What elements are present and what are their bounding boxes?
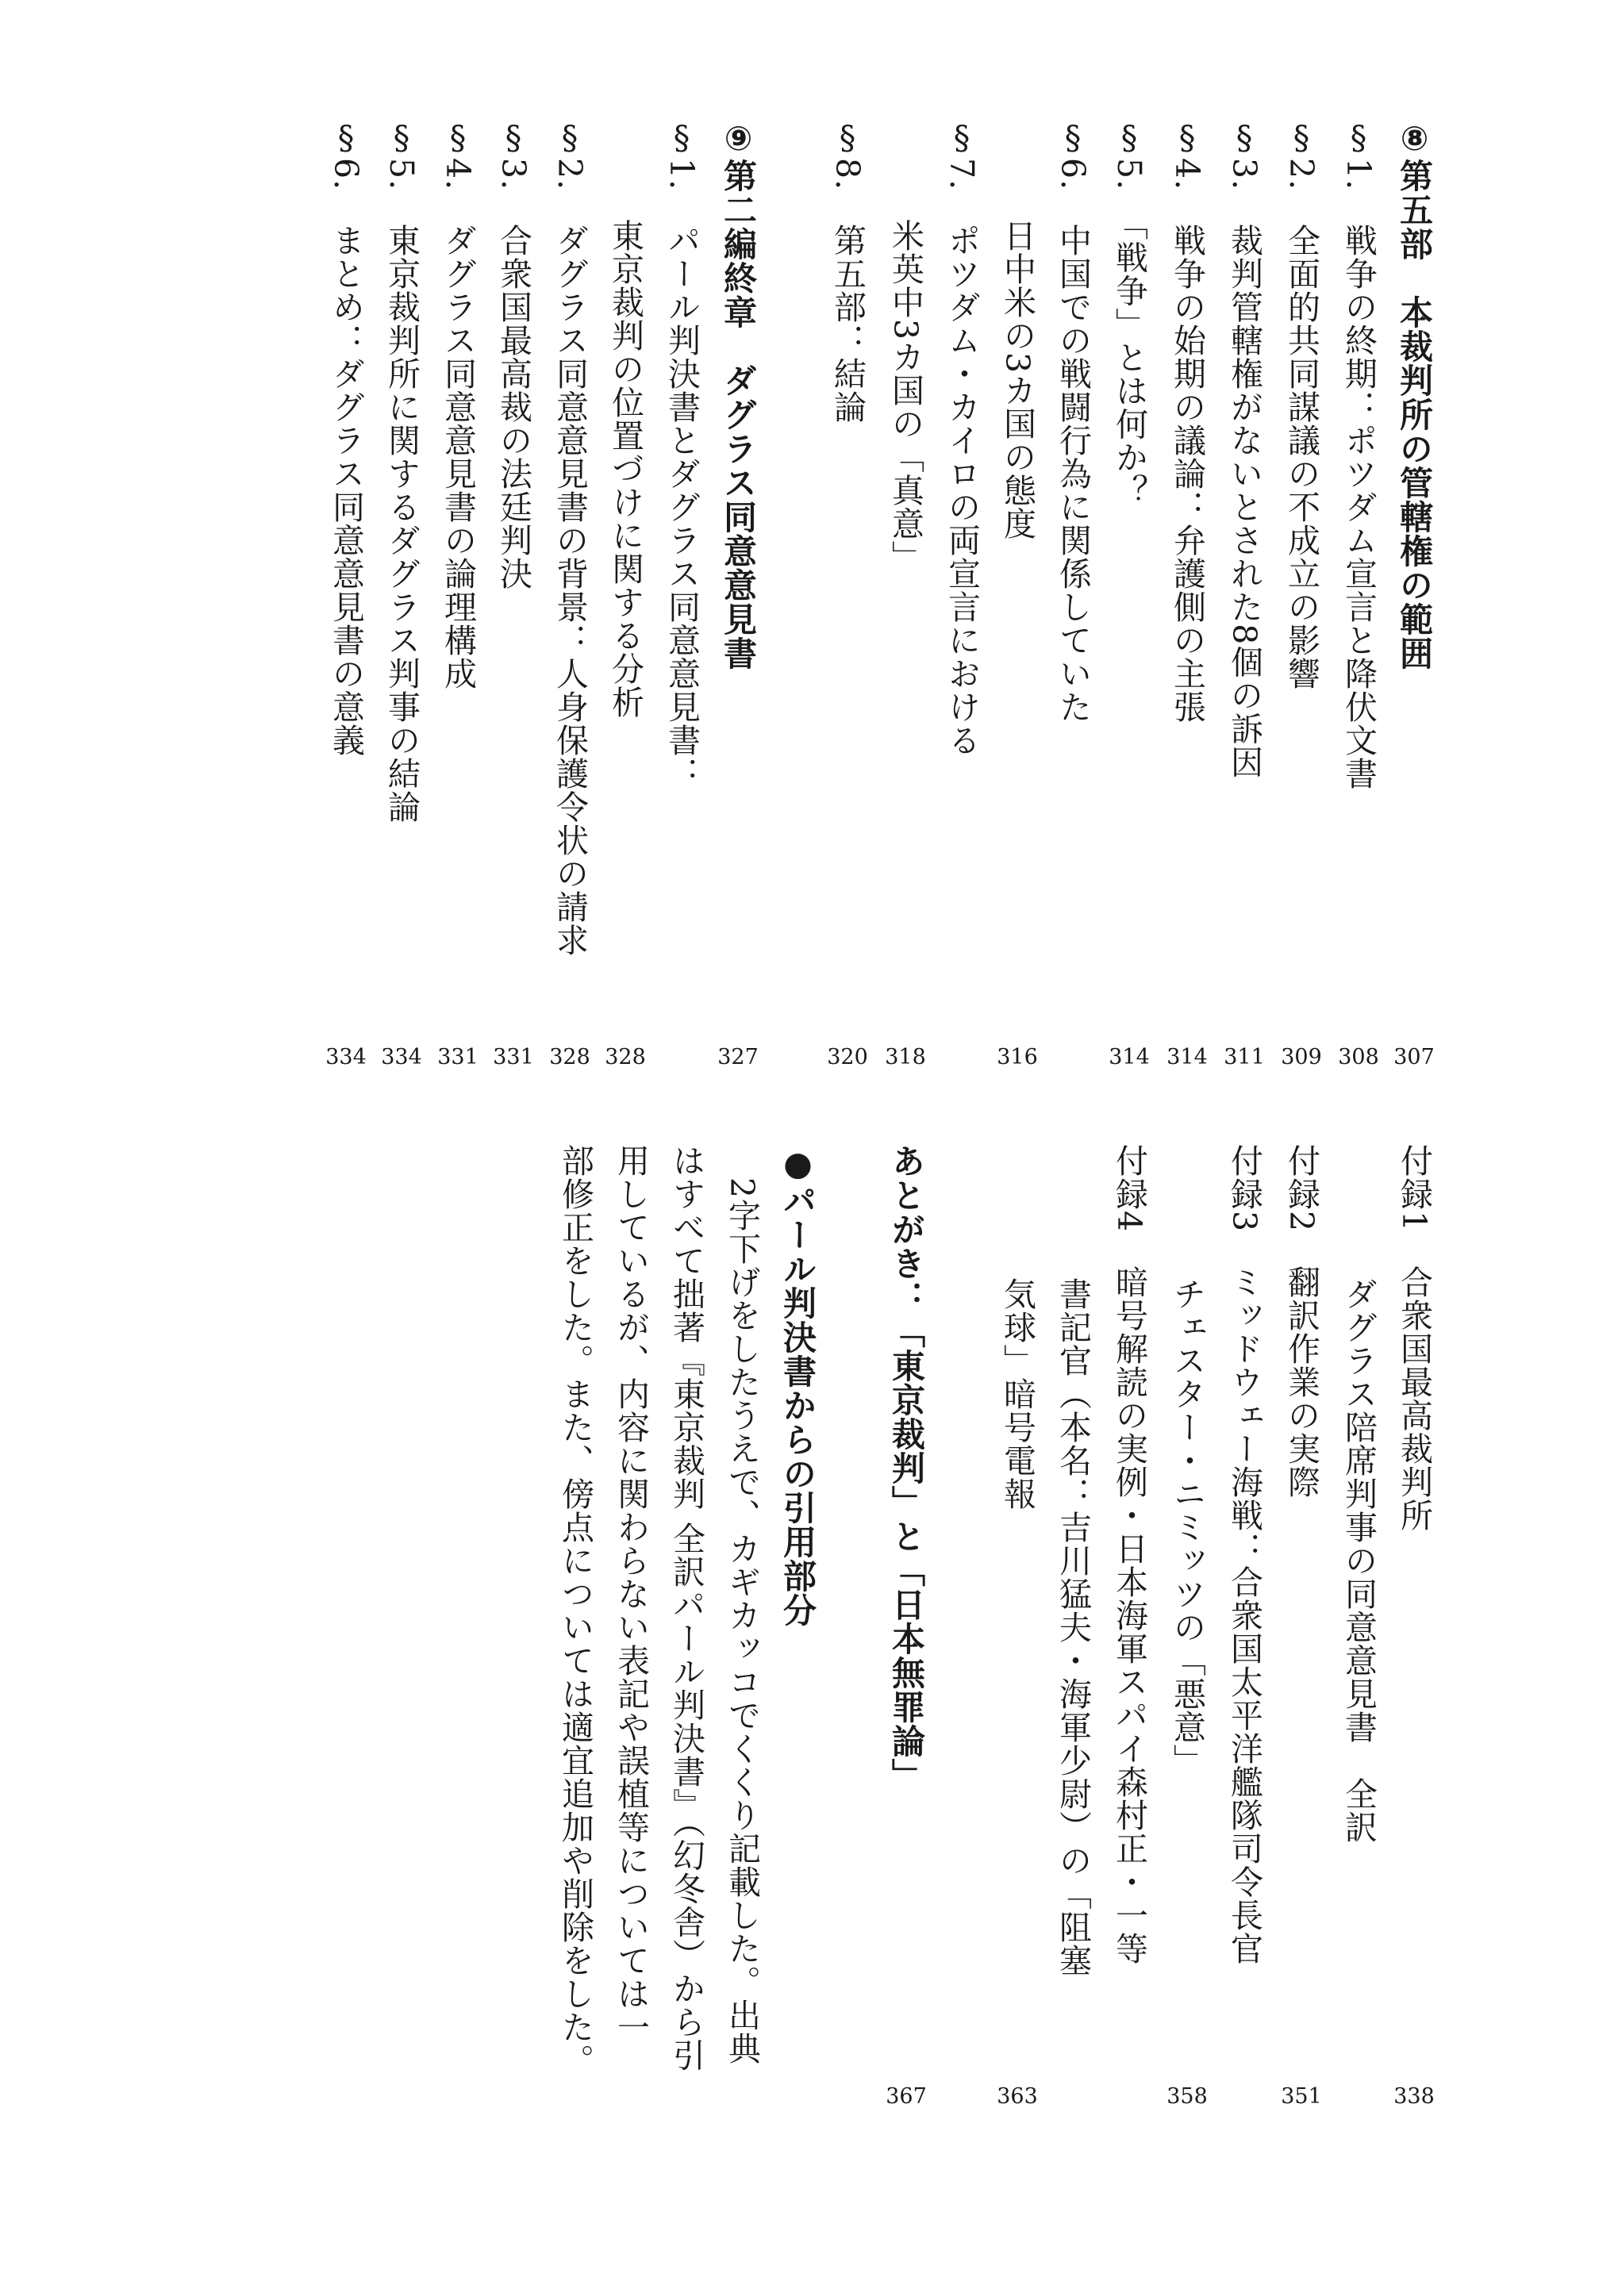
toc-page-number: 331 [437, 1045, 478, 1069]
toc-page-number: 338 [1393, 2084, 1435, 2109]
toc-page-number: 309 [1281, 1045, 1322, 1069]
toc-entry [490, 119, 537, 590]
toc-page-number: 331 [493, 1045, 534, 1069]
toc-entry [607, 1144, 655, 2044]
toc-heading [882, 1144, 930, 1792]
toc-entry [552, 1144, 599, 2077]
toc-entry-text: §4. 戦争の始期の議論：弁護側の主張 [1168, 119, 1206, 724]
toc-page-number: 358 [1166, 2084, 1208, 2109]
toc-entry-text: 付録4 暗号解読の実例・日本海軍スパイ森村正・一等 [1110, 1144, 1148, 1966]
toc-page-number: 311 [1224, 1045, 1265, 1069]
toc-entry [322, 119, 370, 757]
toc-entry [1163, 1144, 1211, 1777]
toc-heading-text: ●パール判決書からの引用部分 [778, 1144, 817, 1627]
toc-heading [714, 119, 762, 670]
toc-page-number: 328 [605, 1045, 646, 1069]
toc-entry-text: §8. 第五部：結論 [828, 119, 867, 424]
toc-entry [1278, 1144, 1325, 1499]
toc-page-number: 351 [1281, 2084, 1322, 2109]
toc-entry-text: §5. 東京裁判所に関するダグラス判事の結論 [382, 119, 421, 824]
toc-page-number: 367 [886, 2084, 927, 2109]
toc-page-number: 307 [1393, 1045, 1435, 1069]
toc-entry-text: 部修正をした。また、傍点については適宜追加や削除をした。 [556, 1144, 594, 2077]
toc-entry-text: §3. 合衆国最高裁の法廷判決 [494, 119, 532, 591]
toc-entry [1278, 119, 1325, 690]
toc-entry-text: §7. ポツダム・カイロの両宣言における [943, 119, 981, 758]
toc-page-number: 327 [717, 1045, 759, 1069]
toc-entry-text: §3. 裁判管轄権がないとされた8個の訴因 [1225, 119, 1263, 779]
toc-entry-text: 書記官（本名：吉川猛夫・海軍少尉）の「阻塞 [1054, 1144, 1092, 1977]
toc-entry [718, 1144, 766, 2065]
toc-entry [1390, 1144, 1438, 1532]
toc-entry [546, 119, 594, 957]
toc-entry [434, 119, 482, 690]
toc-entry [1049, 119, 1097, 724]
toc-entry-text: §5. 「戦争」とは何か？ [1110, 119, 1148, 508]
toc-heading [1390, 119, 1438, 670]
toc-page-number: 320 [827, 1045, 868, 1069]
toc-entry [1105, 1144, 1153, 1965]
toc-page-number: 314 [1109, 1045, 1150, 1069]
toc-entry-text: 付録2 翻訳作業の実際 [1282, 1144, 1320, 1499]
toc-entry [378, 119, 425, 824]
toc-entry-text: 日中米の3カ国の態度 [998, 119, 1036, 541]
toc-entry [1220, 119, 1268, 778]
toc-entry-text: 付録3 ミッドウェー海戦：合衆国太平洋艦隊司令長官 [1225, 1144, 1263, 1966]
toc-entry [824, 119, 871, 424]
toc-entry-text: §2. 全面的共同謀議の不成立の影響 [1282, 119, 1320, 691]
toc-heading [774, 1144, 821, 1627]
toc-entry-text: §2. ダグラス同意意見書の背景：人身保護令状の請求 [551, 119, 589, 958]
toc-entry-text: §4. ダグラス同意意見書の論理構成 [439, 119, 477, 691]
toc-heading-text: ⑨第二編終章 ダグラス同意意見書 [719, 119, 758, 670]
toc-entry-text: 2字下げをしたうえで、カギカッコでくくり記載した。出典 [723, 1144, 761, 2066]
toc-entry [1335, 1144, 1382, 1844]
toc-entry [1220, 1144, 1268, 1965]
toc-entry [1163, 119, 1211, 724]
toc-entry-text: §6. 中国での戦闘行為に関係していた [1054, 119, 1092, 724]
toc-entry-text: 気球」暗号電報 [998, 1144, 1036, 1511]
toc-page-number: 316 [997, 1045, 1038, 1069]
toc-entry [601, 119, 649, 719]
toc-entry [882, 119, 929, 574]
toc-entry-text: 東京裁判の位置づけに関する分析 [606, 119, 644, 719]
toc-entry-text: §1. パール判決書とダグラス同意意見書： [663, 119, 701, 791]
toc-heading-text: ⑧第五部 本裁判所の管轄権の範囲 [1395, 119, 1434, 670]
toc-heading-text: あとがき：「東京裁判」と「日本無罪論」 [887, 1144, 926, 1792]
toc-page-number: 314 [1166, 1045, 1208, 1069]
toc-entry-text: §6. まとめ：ダグラス同意意見書の意義 [327, 119, 365, 758]
toc-page-number: 363 [997, 2084, 1038, 2109]
toc-entry [993, 1144, 1041, 1511]
toc-entry [938, 119, 986, 757]
toc-entry-text: 米英中3カ国の「真意」 [886, 119, 924, 574]
toc-page-number: 328 [549, 1045, 590, 1069]
toc-entry [658, 119, 705, 790]
toc-entry-text: はすべて拙著『東京裁判 全訳パール判決書』（幻冬舎）から引 [667, 1144, 705, 2072]
toc-entry [663, 1144, 710, 2072]
toc-page-number: 334 [381, 1045, 422, 1069]
toc-entry-text: ダグラス陪席判事の同意意見書 全訳 [1339, 1144, 1378, 1844]
toc-entry [1105, 119, 1153, 508]
toc-entry-text: §1. 戦争の終期：ポツダム宣言と降伏文書 [1339, 119, 1378, 791]
toc-page-number: 308 [1338, 1045, 1379, 1069]
toc-entry-text: 用しているが、内容に関わらない表記や誤植等については一 [612, 1144, 650, 2044]
toc-page-number: 318 [885, 1045, 926, 1069]
toc-entry-text: チェスター・ニミッツの「悪意」 [1168, 1144, 1206, 1777]
toc-entry [1049, 1144, 1097, 1977]
toc-entry-text: 付録1 合衆国最高裁判所 [1395, 1144, 1433, 1533]
toc-entry [993, 119, 1041, 540]
toc-entry [1335, 119, 1382, 790]
toc-page-number: 334 [325, 1045, 367, 1069]
